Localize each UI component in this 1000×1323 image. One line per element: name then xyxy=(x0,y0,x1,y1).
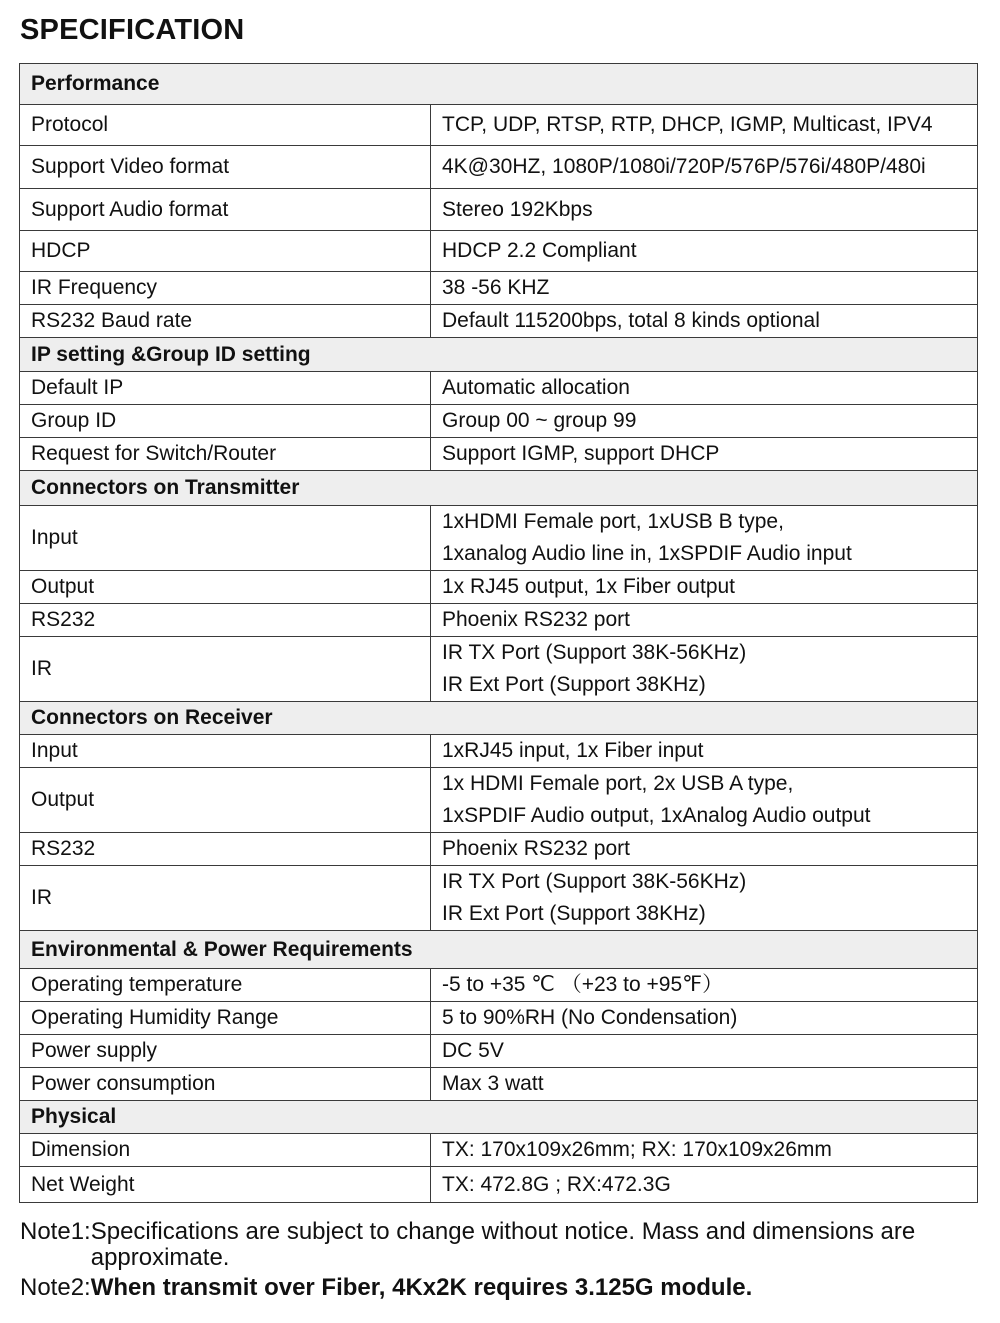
spec-key: RS232 Baud rate xyxy=(20,305,431,338)
spec-row xyxy=(20,637,978,702)
spec-row xyxy=(20,1035,978,1068)
specification-table xyxy=(19,63,978,1203)
spec-value-line: 1xSPDIF Audio output, 1xAnalog Audio output xyxy=(442,804,871,827)
spec-value-line: IR Ext Port (Support 38KHz) xyxy=(442,673,706,696)
spec-key: Input xyxy=(20,735,431,768)
spec-value xyxy=(431,1134,978,1167)
note-2-text: When transmit over Fiber, 4Kx2K requires 3.125G module. xyxy=(90,1274,753,1301)
section-heading: Connectors on Transmitter xyxy=(20,471,978,506)
spec-key: RS232 xyxy=(20,833,431,866)
section-header xyxy=(20,471,978,506)
spec-value-line: 1xHDMI Female port, 1xUSB B type, xyxy=(442,510,784,533)
spec-row xyxy=(20,189,978,231)
spec-value xyxy=(431,1035,978,1068)
spec-key: Input xyxy=(20,506,431,571)
spec-value xyxy=(431,438,978,471)
spec-value xyxy=(431,189,978,231)
note-1-label: Note1: xyxy=(20,1218,91,1245)
spec-key: Support Video format xyxy=(20,146,431,189)
section-heading: Connectors on Receiver xyxy=(20,702,978,735)
spec-key: IR xyxy=(20,637,431,702)
spec-value xyxy=(431,969,978,1002)
spec-key: Support Audio format xyxy=(20,189,431,231)
spec-key: Output xyxy=(20,768,431,833)
spec-row xyxy=(20,405,978,438)
spec-row xyxy=(20,105,978,146)
spec-value-line: Group 00 ~ group 99 xyxy=(442,409,637,432)
spec-key: Power supply xyxy=(20,1035,431,1068)
spec-value-line: 1xRJ45 input, 1x Fiber input xyxy=(442,739,704,762)
spec-row xyxy=(20,372,978,405)
note-2-label: Note2: xyxy=(20,1274,91,1301)
spec-value xyxy=(431,866,978,931)
spec-row xyxy=(20,438,978,471)
spec-value-line: Stereo 192Kbps xyxy=(442,197,593,221)
spec-value-line: TX: 472.8G ; RX:472.3G xyxy=(442,1172,671,1196)
spec-value-line: 1xanalog Audio line in, 1xSPDIF Audio input xyxy=(442,542,852,565)
spec-value xyxy=(431,604,978,637)
spec-row xyxy=(20,1002,978,1035)
spec-key: Protocol xyxy=(20,105,431,146)
spec-value xyxy=(431,506,978,571)
spec-value xyxy=(431,305,978,338)
note-2 xyxy=(20,1275,980,1301)
spec-value xyxy=(431,637,978,702)
spec-value xyxy=(431,1068,978,1101)
spec-value-line: Automatic allocation xyxy=(442,376,630,399)
spec-key: Request for Switch/Router xyxy=(20,438,431,471)
spec-key: HDCP xyxy=(20,231,431,272)
spec-value-line: -5 to +35 ℃ （+23 to +95℉） xyxy=(442,973,724,996)
section-header xyxy=(20,931,978,969)
spec-key: Default IP xyxy=(20,372,431,405)
spec-key: IR xyxy=(20,866,431,931)
spec-row xyxy=(20,506,978,571)
spec-value-line: HDCP 2.2 Compliant xyxy=(442,239,637,262)
spec-value-line: 5 to 90%RH (No Condensation) xyxy=(442,1006,738,1029)
spec-value xyxy=(431,272,978,305)
spec-row xyxy=(20,604,978,637)
spec-key: Operating Humidity Range xyxy=(20,1002,431,1035)
page-title: SPECIFICATION xyxy=(20,14,245,46)
section-heading: IP setting &Group ID setting xyxy=(20,338,978,372)
note-1-text: Specifications are subject to change without notice. Mass and dimensions are approximate. xyxy=(90,1218,916,1271)
spec-row xyxy=(20,305,978,338)
spec-value-line: IR TX Port (Support 38K-56KHz) xyxy=(442,641,747,664)
spec-value xyxy=(431,735,978,768)
section-heading: Environmental & Power Requirements xyxy=(20,931,978,969)
spec-key: Dimension xyxy=(20,1134,431,1167)
spec-value-line: 4K@30HZ, 1080P/1080i/720P/576P/576i/480P/480i xyxy=(442,155,926,178)
spec-value-line: 1x HDMI Female port, 2x USB A type, xyxy=(442,772,794,795)
section-heading: Performance xyxy=(20,64,978,105)
spec-value xyxy=(431,1002,978,1035)
spec-row xyxy=(20,1167,978,1203)
spec-value xyxy=(431,571,978,604)
spec-value-line: TCP, UDP, RTSP, RTP, DHCP, IGMP, Multicast, IPV4 xyxy=(442,113,933,136)
spec-row xyxy=(20,1134,978,1167)
spec-value xyxy=(431,146,978,189)
spec-row xyxy=(20,231,978,272)
spec-value xyxy=(431,1167,978,1203)
spec-row xyxy=(20,146,978,189)
spec-value xyxy=(431,768,978,833)
spec-value xyxy=(431,405,978,438)
spec-value xyxy=(431,231,978,272)
spec-row xyxy=(20,1068,978,1101)
notes xyxy=(20,1219,980,1301)
spec-key: Output xyxy=(20,571,431,604)
spec-key: Operating temperature xyxy=(20,969,431,1002)
spec-value xyxy=(431,833,978,866)
spec-value xyxy=(431,105,978,146)
spec-value-line: Phoenix RS232 port xyxy=(442,837,630,860)
spec-value xyxy=(431,372,978,405)
section-header xyxy=(20,1101,978,1134)
spec-value-line: IR TX Port (Support 38K-56KHz) xyxy=(442,870,747,893)
spec-row xyxy=(20,768,978,833)
spec-key: Net Weight xyxy=(20,1167,431,1203)
spec-value-line: 38 -56 KHZ xyxy=(442,276,550,299)
section-header xyxy=(20,64,978,105)
note-1 xyxy=(20,1219,980,1271)
spec-row xyxy=(20,833,978,866)
spec-key: IR Frequency xyxy=(20,272,431,305)
spec-key: RS232 xyxy=(20,604,431,637)
spec-key: Power consumption xyxy=(20,1068,431,1101)
spec-value-line: IR Ext Port (Support 38KHz) xyxy=(442,902,706,925)
spec-value-line: TX: 170x109x26mm; RX: 170x109x26mm xyxy=(442,1138,832,1161)
spec-value-line: Phoenix RS232 port xyxy=(442,608,630,631)
section-header xyxy=(20,338,978,372)
spec-row xyxy=(20,272,978,305)
spec-row xyxy=(20,571,978,604)
section-header xyxy=(20,702,978,735)
spec-key: Group ID xyxy=(20,405,431,438)
spec-value-line: Support IGMP, support DHCP xyxy=(442,442,720,465)
spec-value-line: DC 5V xyxy=(442,1039,504,1062)
spec-value-line: Max 3 watt xyxy=(442,1072,544,1095)
spec-row xyxy=(20,969,978,1002)
spec-value-line: Default 115200bps, total 8 kinds optional xyxy=(442,309,820,332)
spec-value-line: 1x RJ45 output, 1x Fiber output xyxy=(442,575,736,598)
spec-row xyxy=(20,866,978,931)
spec-row xyxy=(20,735,978,768)
section-heading: Physical xyxy=(20,1101,978,1134)
